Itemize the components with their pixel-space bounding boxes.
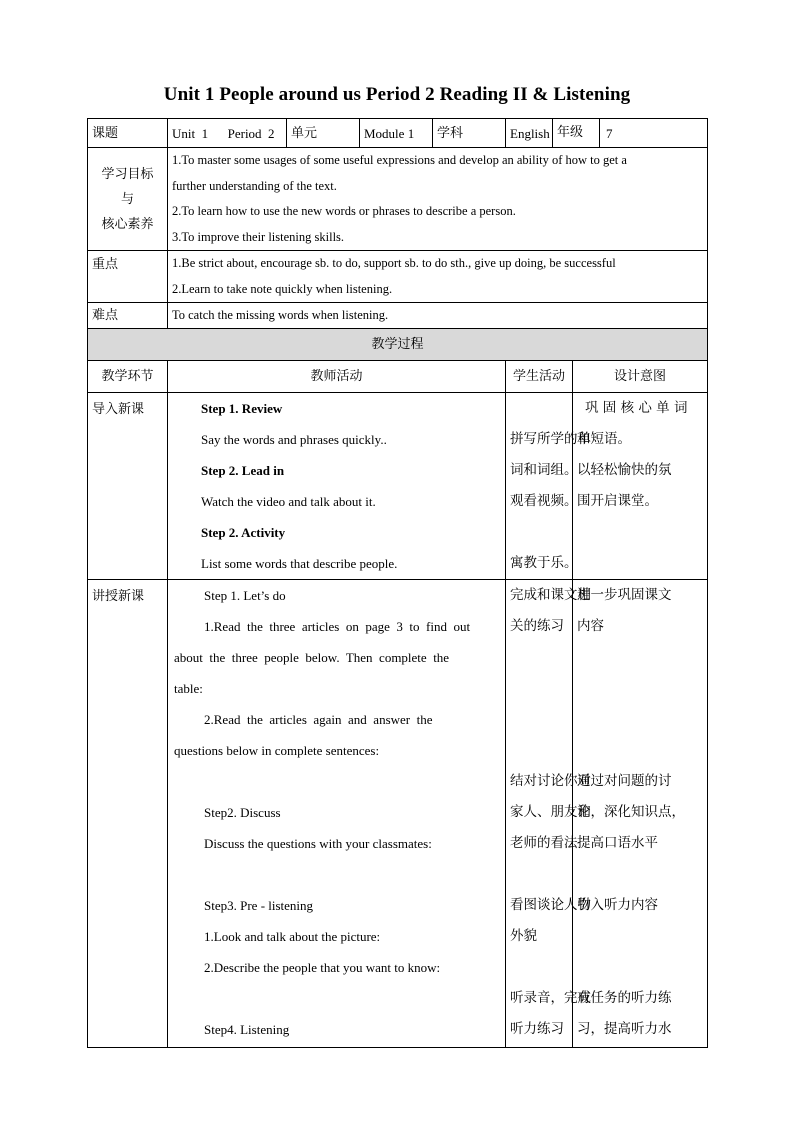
new-design-line: 进一步巩固课文: [577, 587, 672, 603]
new-design-line: 引入听力内容: [577, 897, 658, 913]
topic-label: 课题: [88, 119, 168, 148]
intro-design-line: 以轻松愉快的氛: [577, 462, 672, 478]
goal-line: 1.To master some usages of some useful expressions and develop an ability of how to get a: [172, 153, 627, 167]
key-point-line: 2.Learn to take note quickly when listening.: [172, 281, 393, 296]
new-design-line: 通过对问题的讨: [577, 773, 672, 789]
new-step-text: Step3. Pre - listening: [204, 898, 314, 913]
subject-label: 学科: [433, 119, 506, 148]
new-step-text: table:: [174, 681, 203, 696]
goal-line: further understanding of the text.: [172, 178, 337, 193]
grade-value: 7: [606, 125, 613, 141]
goals-label-3: 核心素养: [101, 216, 154, 232]
unit-value: Module 1: [360, 119, 433, 148]
intro-student-line: 词和词组。: [510, 462, 578, 478]
goals-label-2: 与: [120, 191, 134, 207]
process-header: 教学过程: [88, 329, 708, 361]
new-stage: 讲授新课: [88, 580, 168, 1048]
unit-label: 单元: [287, 119, 360, 148]
new-step-text: questions below in complete sentences:: [174, 743, 380, 758]
new-step-text: 1.Look and talk about the picture:: [204, 929, 381, 944]
new-step-text: 1.Read the three articles on page 3 to find out: [204, 619, 471, 634]
new-student-line: 看图谈论人物: [510, 897, 591, 913]
new-student-line: 外貌: [510, 928, 537, 944]
goals-row: [88, 148, 708, 251]
difficulties-row: [88, 303, 708, 329]
difficulties-label: 难点: [88, 303, 168, 329]
subject-value: English: [506, 119, 553, 148]
goal-line: 3.To improve their listening skills.: [172, 229, 345, 244]
new-step-text: about the three people below. Then complete the: [174, 650, 450, 665]
process-header-row: [88, 329, 708, 361]
new-lesson-row: [88, 580, 708, 1048]
difficulties-text: To catch the missing words when listening.: [168, 303, 708, 329]
intro-student-line: 寓教于乐。: [510, 555, 578, 571]
intro-step-text: Watch the video and talk about it.: [201, 494, 376, 509]
key-points-row: [88, 251, 708, 303]
new-student-line: 听录音，完成: [510, 990, 591, 1006]
info-row: [88, 119, 708, 148]
new-step-text: Step4. Listening: [204, 1022, 290, 1037]
goal-line: 2.To learn how to use the new words or phrases to describe a person.: [172, 204, 516, 218]
intro-design-line: 和短语。: [577, 431, 631, 447]
new-design-line: 论，深化知识点，: [577, 804, 685, 820]
intro-student-line: 观看视频。: [510, 493, 578, 509]
intro-step-title: Step 1. Review: [201, 401, 283, 416]
goals-label-1: 学习目标: [101, 166, 154, 182]
new-step-text: 2.Read the articles again and answer the: [204, 712, 433, 727]
key-points-label: 重点: [88, 251, 168, 303]
page-title: Unit 1 People around us Period 2 Reading II & Listening: [163, 84, 631, 105]
new-step-text: Step 1. Let’s do: [204, 588, 286, 603]
lesson-plan-table: [87, 118, 708, 1048]
new-design-line: 提高口语水平: [577, 835, 658, 851]
new-student-line: 家人、朋友和: [510, 804, 591, 820]
new-design-line: 有任务的听力练: [577, 990, 672, 1006]
col-design: 设计意图: [573, 361, 708, 393]
topic-value: Unit 1 Period 2: [168, 119, 287, 148]
new-student-line: 关的练习: [510, 618, 564, 634]
new-step-text: Step2. Discuss: [204, 805, 281, 820]
col-teacher: 教师活动: [168, 361, 506, 393]
key-point-line: 1.Be strict about, encourage sb. to do, support sb. to do sth., give up doing, be successful: [172, 256, 616, 270]
intro-row: [88, 393, 708, 580]
new-step-text: Discuss the questions with your classmates:: [204, 836, 432, 851]
column-header-row: [88, 361, 708, 393]
intro-step-title: Step 2. Lead in: [201, 463, 285, 478]
intro-step-text: Say the words and phrases quickly..: [201, 432, 387, 447]
col-student: 学生活动: [506, 361, 573, 393]
intro-step-text: List some words that describe people.: [201, 556, 398, 571]
new-student-line: 结对讨论你对: [510, 773, 591, 789]
intro-student-line: 拼写所学的单: [510, 431, 591, 447]
intro-design-line: 围开启课堂。: [577, 493, 658, 509]
col-stage: 教学环节: [88, 361, 168, 393]
new-step-text: 2.Describe the people that you want to know:: [204, 960, 441, 975]
new-student-line: 老师的看法: [510, 835, 578, 851]
intro-design-line: 巩 固 核 心 单 词: [585, 400, 688, 416]
intro-step-title: Step 2. Activity: [201, 525, 286, 540]
grade-label: 年级: [553, 119, 600, 147]
new-design-line: 内容: [577, 618, 604, 634]
new-student-line: 听力练习: [510, 1021, 564, 1037]
intro-stage: 导入新课: [88, 393, 168, 580]
new-design-line: 习，提高听力水: [577, 1021, 672, 1037]
new-student-line: 完成和课文相: [510, 587, 591, 603]
